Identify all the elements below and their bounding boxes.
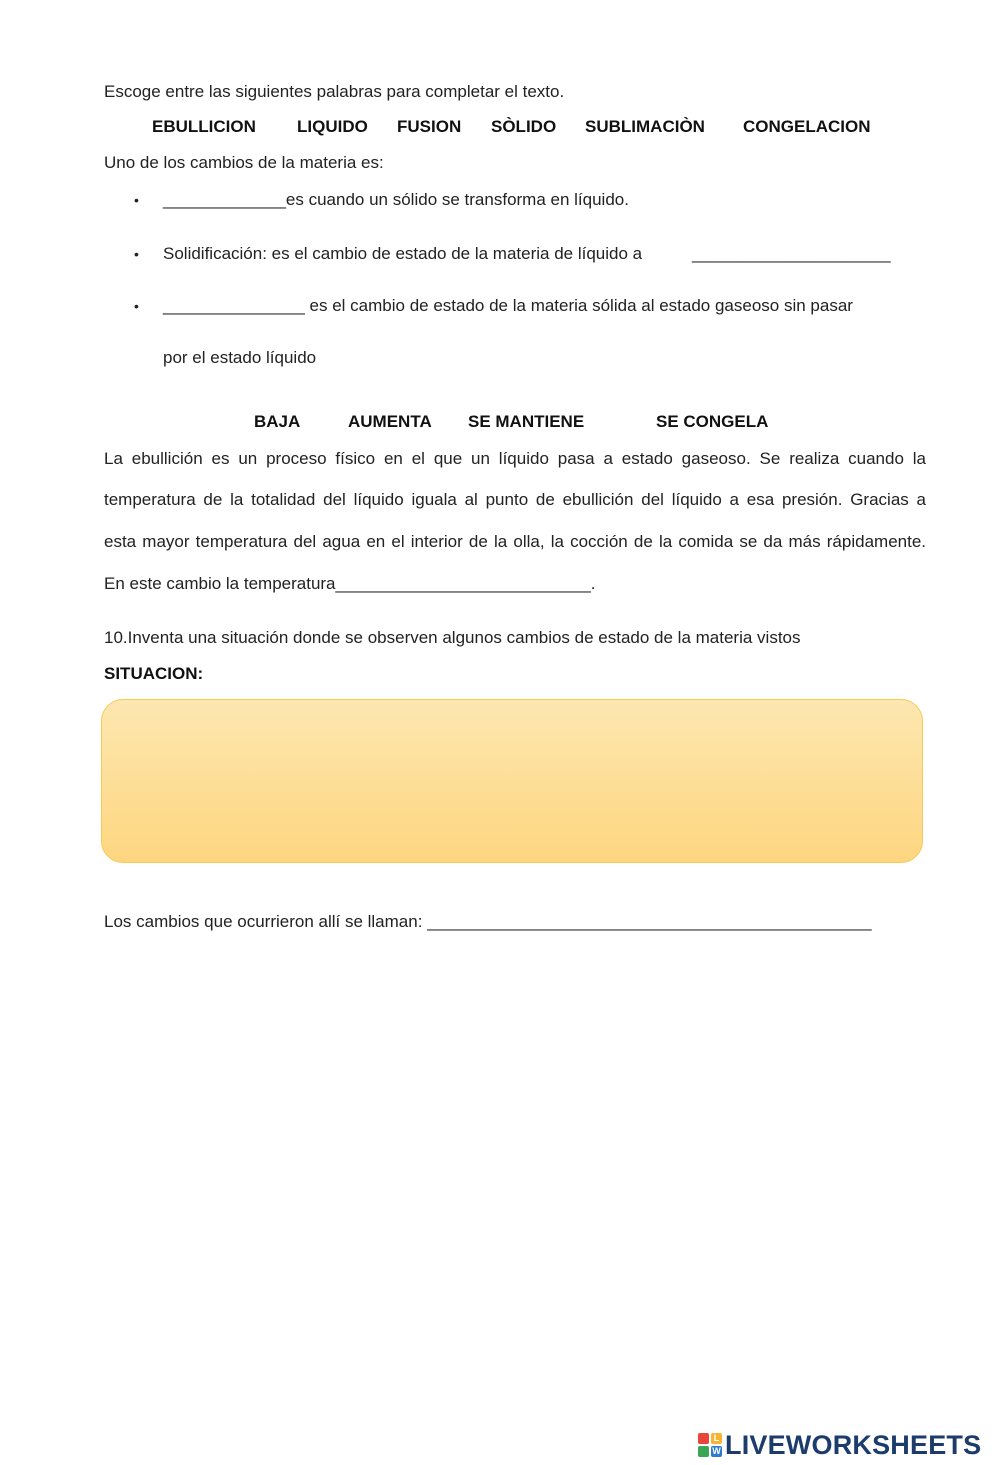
bullet-dot: •: [134, 298, 139, 314]
word-option: LIQUIDO: [297, 117, 368, 136]
bullet-dot: •: [134, 246, 139, 262]
intro-text: Uno de los cambios de la materia es:: [104, 153, 384, 172]
logo-text: LIVEWORKSHEETS: [725, 1429, 982, 1460]
bullet-item: [163, 190, 629, 210]
word-option: BAJA: [254, 412, 301, 431]
closing-line: [104, 912, 872, 932]
answer-blank[interactable]: _____________: [163, 190, 286, 209]
word-option: AUMENTA: [348, 412, 432, 431]
word-option: SE CONGELA: [656, 412, 769, 431]
answer-blank[interactable]: _______________________________________________: [427, 912, 872, 931]
situation-answer-text: [102, 700, 922, 732]
question-text: 10.Inventa una situación donde se observen algunos cambios de estado de la materia vistos: [104, 628, 801, 647]
bullet-continuation: por el estado líquido: [163, 348, 317, 367]
bullet-text: es cuando un sólido se transforma en líquido.: [285, 190, 629, 209]
logo-icon: L W: [698, 1433, 722, 1457]
word-option: SUBLIMACIÒN: [585, 117, 705, 136]
bullet-text: Solidificación: es el cambio de estado de la materia de líquido a: [163, 244, 643, 263]
answer-blank[interactable]: _______________: [163, 296, 305, 315]
paragraph-line: temperatura de la totalidad del líquido iguala al punto de ebullición del líquido a esa presión. Gracias a: [104, 490, 926, 509]
word-option: CONGELACION: [743, 117, 871, 136]
bullet-item: [163, 296, 853, 316]
paragraph-line: La ebullición es un proceso físico en el que un líquido pasa a estado gaseoso. Se realiza cuando la: [104, 449, 926, 468]
closing-label: Los cambios que ocurrieron allí se llaman:: [104, 912, 428, 931]
instruction-text: Escoge entre las siguientes palabras para completar el texto.: [104, 82, 565, 101]
word-option: FUSION: [397, 117, 462, 136]
paragraph-line: esta mayor temperatura del agua en el interior de la olla, la cocción de la comida se da más rápidamente.: [104, 532, 926, 551]
bullet-text: es el cambio de estado de la materia sólida al estado gaseoso sin pasar: [304, 296, 853, 315]
word-option: SE MANTIENE: [468, 412, 585, 431]
paragraph-line: En este cambio la temperatura___________________________.: [104, 574, 596, 593]
word-bank-1: [0, 117, 1000, 139]
bullet-dot: •: [134, 192, 139, 208]
situation-label: SITUACION:: [104, 664, 204, 683]
liveworksheets-logo: [698, 1430, 981, 1460]
situation-answer-box[interactable]: [101, 699, 923, 863]
word-option: EBULLICION: [152, 117, 256, 136]
word-bank-2: [0, 412, 1000, 434]
answer-blank[interactable]: _____________________: [692, 244, 891, 263]
word-option: SÒLIDO: [491, 117, 557, 136]
